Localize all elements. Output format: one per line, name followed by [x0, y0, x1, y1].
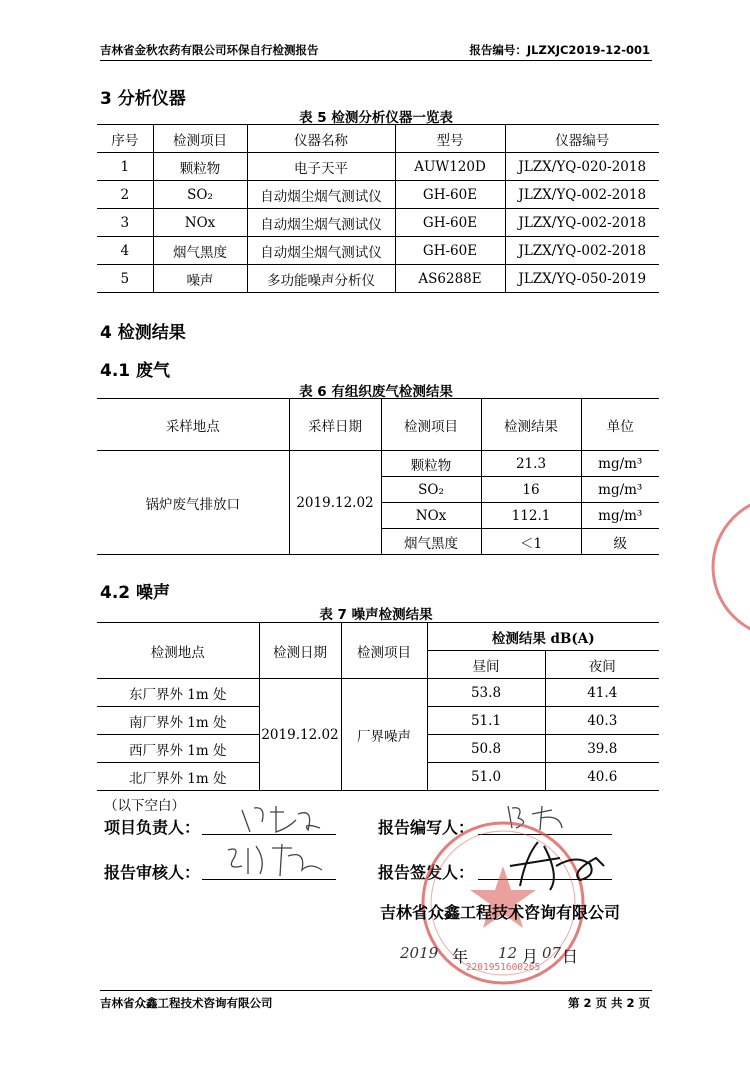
col-header: 检测日期 — [259, 623, 341, 679]
cell: GH-60E — [395, 181, 505, 209]
col-header: 检测项目 — [381, 399, 481, 451]
footer-left: 吉林省众鑫工程技术咨询有限公司 — [100, 996, 273, 1010]
cell: mg/m³ — [581, 503, 659, 529]
cell: JLZX/YQ-002-2018 — [505, 237, 659, 265]
cell: JLZX/YQ-002-2018 — [505, 209, 659, 237]
project-lead-label: 项目负责人： — [104, 818, 201, 837]
cell: 东厂界外 1m 处 — [97, 679, 259, 707]
table-row — [97, 679, 659, 707]
cell: 40.3 — [545, 707, 659, 735]
cell: 39.8 — [545, 735, 659, 763]
table-6-caption: 表 6 有组织废气检测结果 — [299, 384, 453, 400]
reviewer-label: 报告审核人： — [104, 863, 201, 882]
col-header: 仪器编号 — [505, 125, 659, 153]
cell: 41.4 — [545, 679, 659, 707]
cell: 噪声 — [153, 265, 247, 293]
table-row — [97, 237, 659, 265]
cell: 4 — [97, 237, 153, 265]
col-header: 昼间 — [427, 651, 545, 679]
cell: 自动烟尘烟气测试仪 — [247, 237, 395, 265]
cell: JLZX/YQ-050-2019 — [505, 265, 659, 293]
cell: 颗粒物 — [153, 153, 247, 181]
cell: mg/m³ — [581, 451, 659, 477]
table-row — [97, 451, 659, 477]
cell: 53.8 — [427, 679, 545, 707]
cell: 自动烟尘烟气测试仪 — [247, 209, 395, 237]
footer-rule — [100, 990, 652, 991]
reviewer-signature — [222, 840, 332, 882]
cell: 级 — [581, 529, 659, 555]
project-lead-signature — [236, 802, 326, 836]
issuer-label: 报告签发人： — [378, 863, 475, 882]
col-header: 采样日期 — [289, 399, 381, 451]
col-header: 型号 — [395, 125, 505, 153]
cell: AUW120D — [395, 153, 505, 181]
table-5-caption: 表 5 检测分析仪器一览表 — [299, 110, 453, 126]
table-row — [97, 209, 659, 237]
cell: GH-60E — [395, 209, 505, 237]
cell: GH-60E — [395, 237, 505, 265]
header-rule — [100, 60, 652, 61]
cell: 112.1 — [481, 503, 581, 529]
footer-page-number: 第 2 页 共 2 页 — [567, 996, 650, 1010]
issuer-signature — [500, 836, 610, 896]
company-name: 吉林省众鑫工程技术咨询有限公司 — [380, 903, 621, 922]
edge-seal-stamp — [708, 492, 750, 642]
header-right: 报告编号：JLZXJC2019-12-001 — [469, 43, 650, 57]
cell: 50.8 — [427, 735, 545, 763]
cell: 51.0 — [427, 763, 545, 791]
cell: ＜1 — [481, 529, 581, 555]
cell: 3 — [97, 209, 153, 237]
cell: 烟气黑度 — [381, 529, 481, 555]
cell: 自动烟尘烟气测试仪 — [247, 181, 395, 209]
noise-item: 厂界噪声 — [341, 679, 427, 791]
col-header: 夜间 — [545, 651, 659, 679]
cell: mg/m³ — [581, 477, 659, 503]
cell: 颗粒物 — [381, 451, 481, 477]
cell: 40.6 — [545, 763, 659, 791]
stamp-code: 2201951600265 — [465, 962, 541, 973]
cell: 16 — [481, 477, 581, 503]
cell: 51.1 — [427, 707, 545, 735]
cell: 北厂界外 1m 处 — [97, 763, 259, 791]
blank-note: （以下空白） — [104, 798, 185, 814]
col-header: 检测结果 dB(A) — [427, 623, 659, 651]
cell: SO₂ — [153, 181, 247, 209]
table-7-caption: 表 7 噪声检测结果 — [319, 607, 433, 623]
date-month-unit: 月 — [522, 947, 539, 966]
date-day: 07 — [542, 944, 562, 962]
table-row — [97, 181, 659, 209]
table-row — [97, 153, 659, 181]
col-header: 检测项目 — [341, 623, 427, 679]
date-year: 2019 — [400, 944, 439, 962]
cell: 多功能噪声分析仪 — [247, 265, 395, 293]
cell: 2 — [97, 181, 153, 209]
section-3-title: 3 分析仪器 — [100, 89, 186, 109]
report-writer-label: 报告编写人： — [378, 818, 475, 837]
sampling-date: 2019.12.02 — [289, 451, 381, 555]
cell: JLZX/YQ-002-2018 — [505, 181, 659, 209]
header-left: 吉林省金秋农药有限公司环保自行检测报告 — [100, 43, 319, 57]
noise-date: 2019.12.02 — [259, 679, 341, 791]
col-header: 采样地点 — [97, 399, 289, 451]
cell: 烟气黑度 — [153, 237, 247, 265]
section-4-title: 4 检测结果 — [100, 323, 186, 343]
cell: NOx — [381, 503, 481, 529]
date-day-unit: 日 — [562, 947, 579, 966]
cell: NOx — [153, 209, 247, 237]
instrument-table — [97, 124, 659, 293]
section-4-2-title: 4.2 噪声 — [100, 583, 171, 603]
cell: AS6288E — [395, 265, 505, 293]
cell: 南厂界外 1m 处 — [97, 707, 259, 735]
noise-table — [97, 622, 659, 791]
cell: 21.3 — [481, 451, 581, 477]
col-header: 单位 — [581, 399, 659, 451]
cell: 电子天平 — [247, 153, 395, 181]
col-header: 仪器名称 — [247, 125, 395, 153]
cell: 1 — [97, 153, 153, 181]
col-header: 检测结果 — [481, 399, 581, 451]
cell: SO₂ — [381, 477, 481, 503]
cell: 5 — [97, 265, 153, 293]
col-header: 检测地点 — [97, 623, 259, 679]
exhaust-table — [97, 398, 659, 555]
cell: JLZX/YQ-020-2018 — [505, 153, 659, 181]
section-4-1-title: 4.1 废气 — [100, 361, 171, 381]
date-year-unit: 年 — [452, 947, 469, 966]
sampling-site: 锅炉废气排放口 — [97, 451, 289, 555]
table-row — [97, 265, 659, 293]
col-header: 检测项目 — [153, 125, 247, 153]
date-month: 12 — [498, 944, 518, 962]
col-header: 序号 — [97, 125, 153, 153]
cell: 西厂界外 1m 处 — [97, 735, 259, 763]
